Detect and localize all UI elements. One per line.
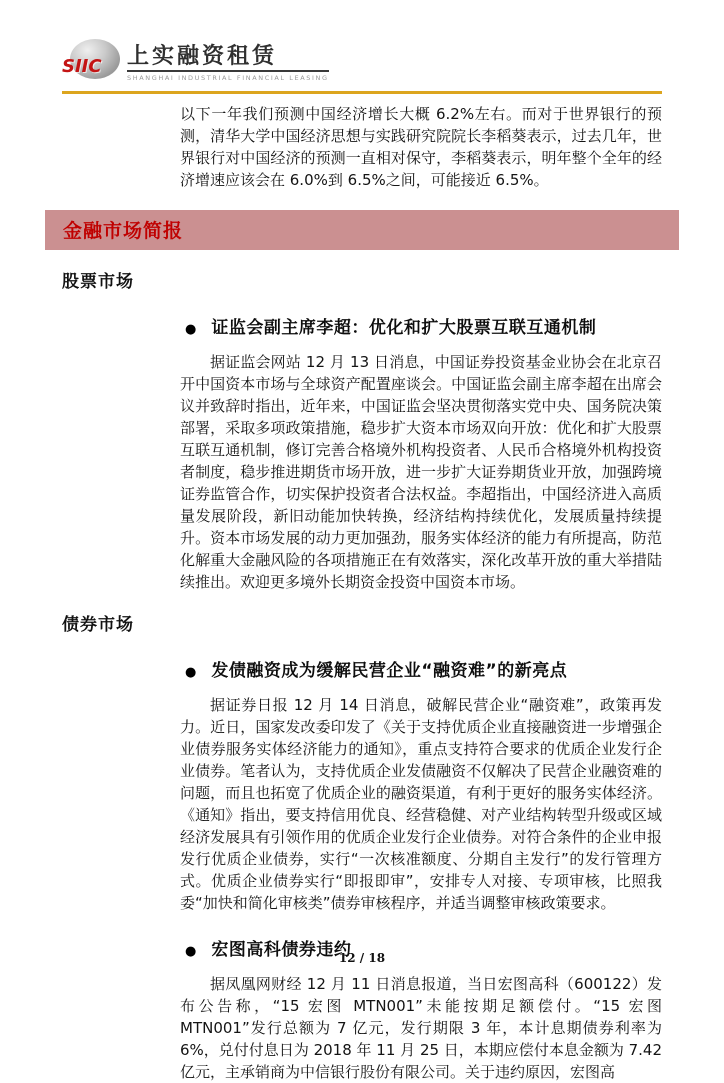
article-headline-row	[185, 313, 662, 338]
article-body: 据证券日报 12 月 14 日消息，破解民营企业“融资难”，政策再发力。近日，国家发改委印发了《关于支持优质企业直接融资进一步增强企业债券服务实体经济能力的通知》，重点支持符合要求的优质企业发行企业债券。笔者认为，支持优质企业发债融资不仅解决了民营企业融资难的问题，而且也拓宽了优质企业的融资渠道，有利于更好的服务实体经济。《通知》指出，要支持信用优良、经营稳健、对产业结构转型升级或区域经济发展具有引领作用的优质企业发行企业债券。对符合条件的企业申报发行优质企业债券，实行“一次核准额度、分期自主发行”的发行管理方式。优质企业债券实行“即报即审”，安排专人对接、专项审核，比照我委“加快和简化审核类”债券审核程序，并适当调整审核政策要求。	[180, 696, 662, 913]
page-number: 12 / 18	[338, 951, 386, 965]
logo-text	[127, 38, 329, 82]
bullet-icon: ●	[185, 665, 197, 681]
article-headline: 证监会副主席李超：优化和扩大股票互联互通机制	[211, 318, 597, 339]
article-headline: 宏图高科债券违约	[211, 940, 352, 961]
globe-icon	[62, 39, 120, 79]
article-body: 据凤凰网财经 12 月 11 日消息报道，当日宏图高科（600122）发布公告称，“15 宏图 MTN001”未能按期足额偿付。“15 宏图 MTN001”发行总额为 7 亿元，发行期限 3 年，本计息期债券利率为 6%，兑付付息日为 2018 年 11 月 25 日，本期应偿付本息金额为 7.42 亿元，主承销商为中信银行股份有限公司。关于违约原因，宏图高	[180, 975, 662, 1082]
article-body: 据证监会网站 12 月 13 日消息，中国证券投资基金业协会在北京召开中国资本市场与全球资产配置座谈会。中国证监会副主席李超在出席会议并致辞时指出，近年来，中国证监会坚决贯彻落实党中央、国务院决策部署，采取多项政策措施，稳步扩大资本市场双向开放：优化和扩大股票互联互通机制，修订完善合格境外机构投资者、人民币合格境外机构投资者制度，稳步推进期货市场开放，进一步扩大证券期货业开放，加强跨境证券监管合作，切实保护投资者合法权益。李超指出，中国经济进入高质量发展阶段，新旧动能加快转换，经济结构持续优化，发展质量持续提升。资本市场发展的动力更加强劲，服务实体经济的能力有所提高，防范化解重大金融风险的各项措施正在有效落实，深化改革开放的重大举措陆续推出。欢迎更多境外长期资金投资中国资本市场。	[180, 353, 662, 592]
intro-paragraph: 以下一年我们预测中国经济增长大概 6.2%左右。而对于世界银行的预测，清华大学中国经济思想与实践研究院院长李稻葵表示，过去几年，世界银行对中国经济的预测一直相对保守，李稻葵表示，明年整个全年的经济增速应该会在 6.0%到 6.5%之间，可能接近 6.5%。	[180, 105, 662, 190]
header-rule	[62, 91, 662, 94]
company-logo	[62, 38, 662, 83]
section-title-bond-market: 债券市场	[62, 615, 134, 636]
article-headline: 发债融资成为缓解民营企业“融资难”的新亮点	[211, 661, 568, 682]
siic-wordmark: SIIC	[62, 56, 102, 77]
article-headline-row	[185, 656, 662, 681]
bullet-icon: ●	[185, 322, 197, 338]
section-banner: 金融市场简报	[45, 210, 679, 250]
company-name-cn: 上实融资租赁	[127, 44, 329, 72]
company-name-en: SHANGHAI INDUSTRIAL FINANCIAL LEASING	[127, 74, 329, 83]
bullet-icon: ●	[185, 944, 197, 960]
section-title-stock-market: 股票市场	[62, 272, 134, 293]
